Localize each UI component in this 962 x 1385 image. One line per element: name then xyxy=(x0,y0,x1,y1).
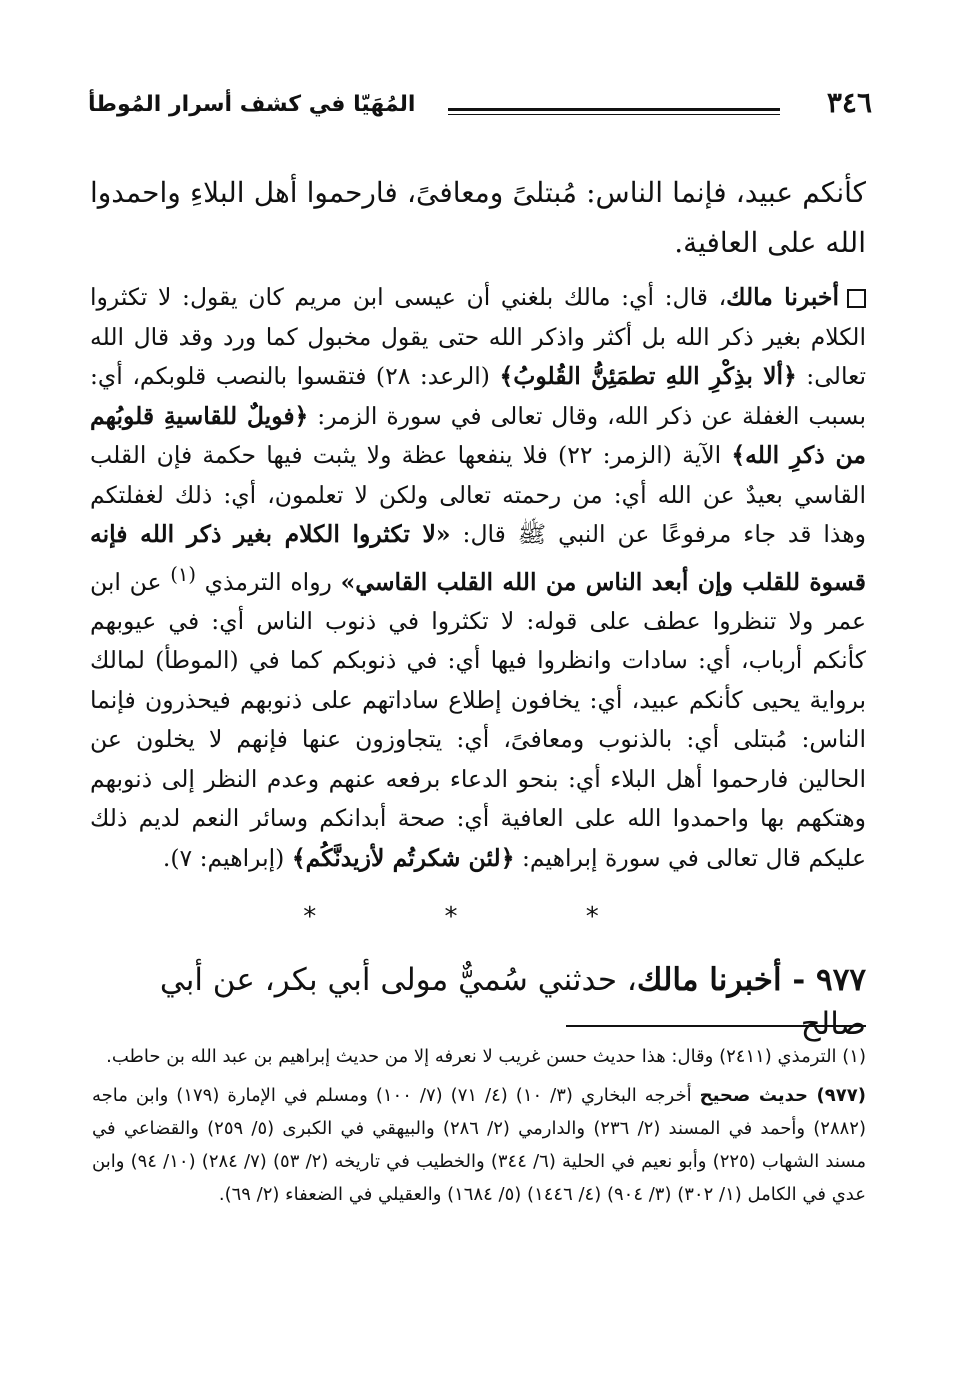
footnote-grade: (٩٧٧) حديث صحيح xyxy=(699,1085,866,1106)
footnote-977 xyxy=(92,1079,866,1211)
text-span: (الرعد: ٢٨) فتقسوا بالنصب قلوبكم، أي: بسبب الغفلة عن ذكر الله، وقال تعالى في سورة الزمر: xyxy=(90,362,866,430)
text-span: رواه الترمذي xyxy=(195,567,341,596)
text-span: ، قال: أي: مالك بلغني أن عيسى ابن مريم كان يقول: لا تكثروا الكلام بغير ذكر الله بل أكثر واذكر الله حتى يقول مخبول كما ورد وقد قال الله تعالى: xyxy=(90,283,866,390)
narration-lead: أخبرنا مالك xyxy=(726,283,839,311)
square-marker-icon xyxy=(847,289,866,308)
running-header xyxy=(88,82,872,122)
page-number: ٣٤٦ xyxy=(826,86,872,119)
quran-verse: ﴿ألا بذِكْرِ اللهِ تطمَئِنُّ القُلوبُ﴾ xyxy=(499,362,797,390)
footnote-ref: (١) xyxy=(170,562,196,586)
hadith-quote: «لا تكثروا الكلام بغير ذكر الله فإنه قسوة للقلب وإن أبعد الناس من الله القلب القاسي» xyxy=(90,520,867,596)
quran-verse: ﴿فويلٌ للقاسيةِ قلوبُهم من ذكرِ الله﴾ xyxy=(90,401,866,469)
footnote-divider xyxy=(566,1025,866,1027)
hadith-chain: ، حدثني سُميٌّ مولى أبي بكر، عن أبي صالح xyxy=(159,962,866,1042)
footnote-text: أخرجه البخاري (٣/ ١٠) (٤/ ٧١) (٧/ ١٠٠) ومسلم في الإمارة (١٧٩) وابن ماجه (٢٨٨٢) وأحمد في المسند (٢/ ٢٣٦) والدارمي (٢/ ٢٨٦) والبيهقي في الكبرى (٥/ ٢٥٩) والقضاعي في مسند الشهاب (٢٢٥) وأبو نعيم في الحلية (٦/ ٣٤٤) والخطيب في تاريخه (٢/ ٥٣) (٧/ ٢٨٤) (١٠/ ٩٤) وابن عدي في الكامل (١/ ٣٠٢) (٣/ ٩٠٤) (٤/ ١٤٤٦) (٥/ ١٦٨٤) والعقيلي في الضعفاء (٢/ ٦٩). xyxy=(92,1085,866,1205)
commentary-paragraph xyxy=(90,278,866,878)
footnotes xyxy=(92,1040,866,1217)
main-text xyxy=(90,168,866,878)
header-rule xyxy=(448,108,780,115)
text-span: (إبراهيم: ٧). xyxy=(162,843,292,872)
footnote-1: (١) الترمذي (٢٤١١) وقال: هذا حديث حسن غريب لا نعرفه إلا من حديث إبراهيم بن عبد الله بن حاطب. xyxy=(106,1046,866,1067)
section-separator: * * * xyxy=(303,902,659,932)
quran-verse: ﴿لئن شكرتُم لأزيدنَّكُم﴾ xyxy=(291,843,515,872)
book-title: المُهَيّا في كشف أسرار المُوطأ xyxy=(88,92,416,117)
intro-paragraph: كأنكم عبيد، فإنما الناس: مُبتلىً ومعافىً، فارحموا أهل البلاءِ واحمدوا الله على العافية. xyxy=(90,176,866,259)
text-span: عن ابن عمر ولا تنظروا عطف على قوله: لا تكثروا في ذنوب الناس أي: في عيوبهم كأنكم أرباب، أي: سادات وانظروا فيها أي: في ذنوبكم كما في (الموطأ) لمالك برواية يحيى كأنكم عبيد، أي: يخافون إطلاع ساداتهم على ذنوبهم فيحذرون فإنما الناس: مُبتلى أي: بالذنوب ومعافىً، أي: يتجاوزون عنها فإنهم لا يخلون عن الحالين فارحموا أهل البلاء أي: بنحو الدعاء برفعه عنهم وعدم النظر إلى ذنوبهم وهتكهم بها واحمدوا الله على العافية أي: صحة أبدانكم وسائر النعم لديم ذلك عليكم قال تعالى في سورة إبراهيم: xyxy=(90,567,866,872)
hadith-number-label: ٩٧٧ - أخبرنا مالك xyxy=(636,962,866,998)
hadith-start-line xyxy=(90,958,866,1046)
text-span: الآية (الزمر: ٢٢) فلا ينفعها عظة ولا يثبت فيها حكمة فإن القلب القاسي بعيدٌ عن الله أي: من رحمته تعالى ولكن لا تعلمون، أي: ذلك لغفلتكم وهذا قد جاء مرفوعًا عن النبي ﷺ قال: xyxy=(90,441,866,548)
